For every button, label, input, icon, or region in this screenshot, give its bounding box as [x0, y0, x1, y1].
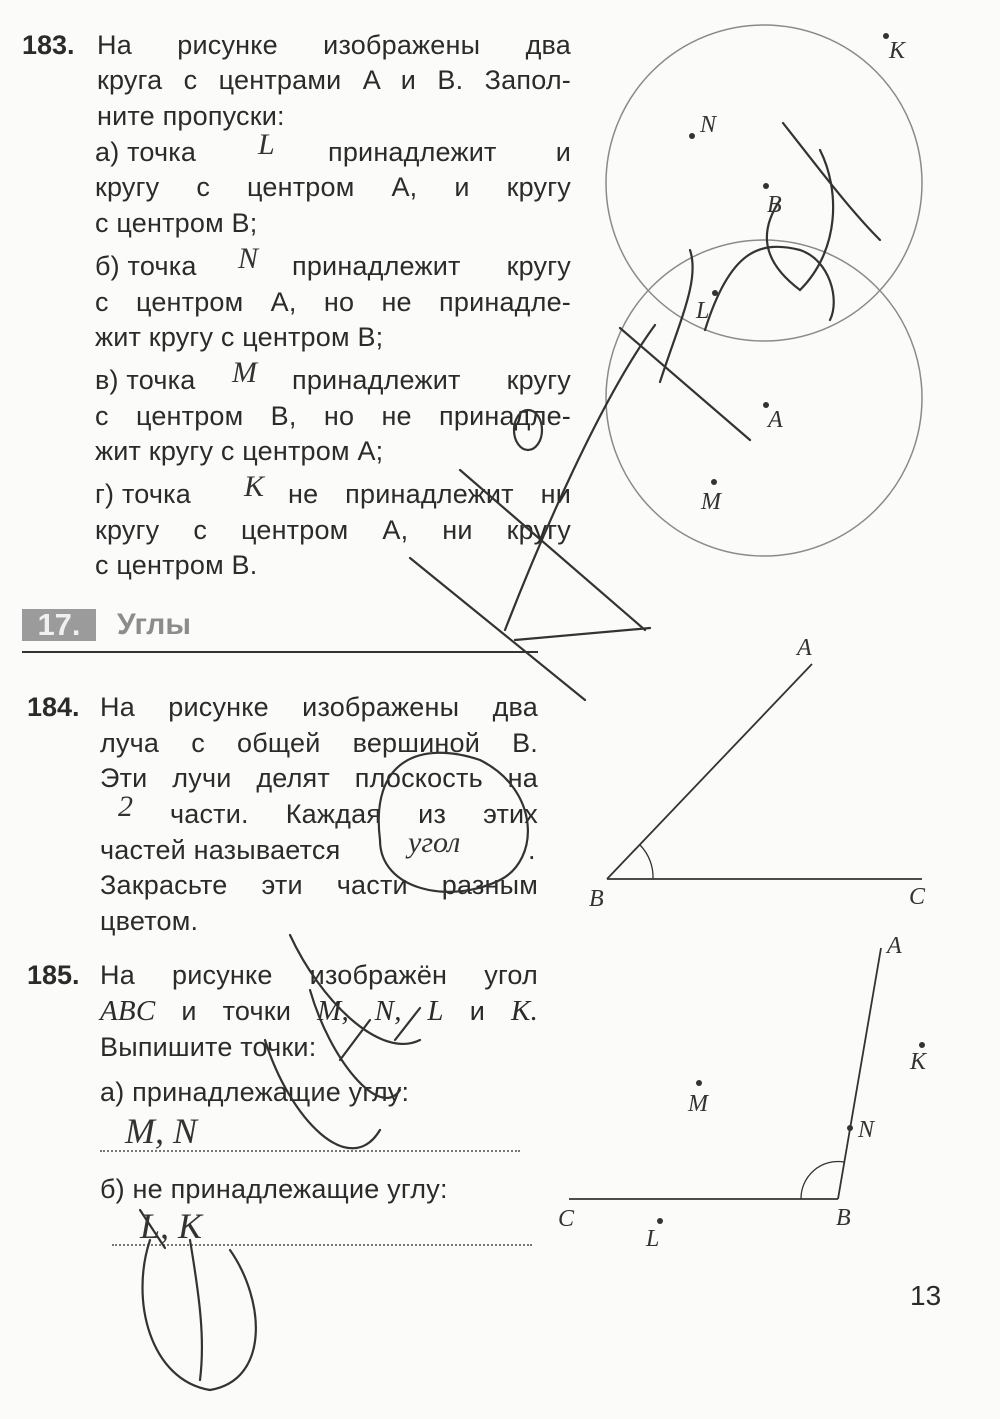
- ex183-d-line-3: с центром B.: [95, 550, 258, 580]
- point-n-183: [689, 133, 695, 139]
- section-number: 17.: [22, 609, 96, 641]
- scribble-stroke: [660, 250, 693, 382]
- point-k-185: [919, 1042, 925, 1048]
- ex184-line-7: цветом.: [100, 906, 199, 936]
- ex183-a-rest: принадлежит и: [328, 137, 571, 167]
- label-c-185: C: [558, 1206, 575, 1232]
- ex183-d-prefix: г) точка: [95, 479, 191, 509]
- scribble-stroke: [395, 1008, 420, 1040]
- ex183-b-rest: принадлежит кругу: [292, 251, 571, 281]
- ex184-line-1: На рисунке изображены два: [100, 692, 538, 722]
- point-n-185: [847, 1125, 853, 1131]
- label-c-184: C: [909, 884, 926, 910]
- section-title: Углы: [117, 608, 191, 641]
- scribble-stroke: [340, 1020, 370, 1060]
- ex184-answer-parts: 2: [118, 790, 133, 823]
- scribble-stroke: [410, 558, 585, 700]
- ex183-c-line-3: жит кругу с центром A;: [95, 436, 384, 466]
- scribble-stroke: [143, 1240, 256, 1390]
- ex185-a-label: а) принадлежащие углу:: [100, 1077, 410, 1107]
- label-m-183: M: [701, 489, 721, 515]
- label-b-185: B: [836, 1205, 851, 1231]
- scribble-stroke: [265, 1040, 380, 1148]
- page-number: 13: [910, 1280, 942, 1311]
- ex185-line-3: Выпишите точки:: [100, 1032, 317, 1062]
- ex185-text: и точки: [181, 996, 292, 1026]
- ex185-angle-name: ABC: [100, 995, 156, 1027]
- ex183-c-prefix: в) точка: [95, 365, 196, 395]
- ex183-a-line-3: с центром B;: [95, 208, 258, 238]
- ex183-intro-line-2: круга с центрами A и B. Запол-: [97, 65, 571, 95]
- scribble-stroke: [620, 328, 750, 440]
- label-l-183: L: [696, 298, 710, 324]
- scribble-stroke: [379, 753, 528, 892]
- scribble-stroke: [514, 410, 542, 450]
- label-k-183: K: [889, 38, 906, 64]
- ex184-line-5-prefix: частей называется: [100, 835, 341, 865]
- ex183-a-prefix: а) точка: [95, 137, 197, 167]
- ray-ba-185: [838, 948, 881, 1199]
- scribble-stroke: [190, 1240, 202, 1380]
- ex185-line-1: На рисунке изображён угол: [100, 960, 538, 990]
- label-k-185: K: [910, 1049, 927, 1075]
- ex183-b-answer: N: [238, 242, 259, 275]
- scribble-stroke: [140, 1210, 165, 1248]
- ex183-b-line-3: жит кругу с центром B;: [95, 322, 384, 352]
- point-m-183: [711, 479, 717, 485]
- figure-185-angle: [558, 933, 928, 1252]
- circle-center-b: [606, 25, 922, 341]
- figure-184-rays: [589, 635, 926, 912]
- label-a-185: A: [887, 933, 902, 959]
- scribble-stroke: [705, 247, 834, 330]
- ex185-b-answer: L, K: [140, 1206, 203, 1246]
- label-n-183: N: [700, 112, 717, 138]
- ex184-line-5-end: .: [528, 835, 536, 865]
- label-b-183: B: [767, 192, 782, 218]
- handwritten-scribbles: [140, 123, 880, 1390]
- scribble-stroke: [515, 628, 650, 640]
- ex183-d-answer: K: [244, 470, 265, 503]
- ex185-a-answer: M, N: [125, 1111, 197, 1151]
- ex183-d-line-2: кругу с центром A, ни кругу: [95, 515, 571, 545]
- ex183-intro-line-3: ните пропуски:: [97, 101, 285, 131]
- ex183-c-answer: M: [232, 356, 257, 389]
- circle-center-a: [606, 240, 922, 556]
- ray-ba: [607, 664, 812, 879]
- exercise-184-number: 184.: [27, 692, 80, 722]
- point-l-185: [657, 1218, 663, 1224]
- label-m-185: M: [688, 1091, 708, 1117]
- ex185-b-label: б) не принадлежащие углу:: [100, 1174, 448, 1204]
- ex184-line-4: части. Каждая из этих: [170, 799, 538, 829]
- ex184-answer-angle: угол: [408, 826, 461, 859]
- ex183-a-answer: L: [258, 128, 275, 161]
- ex183-d-rest: не принадлежит ни: [288, 479, 571, 509]
- scribble-stroke: [505, 325, 655, 630]
- label-a-184: A: [797, 635, 812, 661]
- label-a-183: A: [768, 407, 783, 433]
- point-b-183: [763, 183, 769, 189]
- exercise-185-number: 185.: [27, 960, 80, 990]
- ex183-a-line-2: кругу с центром A, и кругу: [95, 172, 571, 202]
- ex183-intro-line-1: На рисунке изображены два: [97, 30, 571, 60]
- figure-183-circles: [606, 25, 922, 556]
- angle-arc-184: [640, 845, 653, 879]
- ex185-point-k: K.: [511, 995, 539, 1027]
- ex183-c-line-2: с центром B, но не принадле-: [95, 401, 571, 431]
- ex185-and: и: [469, 996, 486, 1026]
- scribble-stroke: [460, 470, 645, 630]
- label-l-185: L: [646, 1226, 660, 1252]
- point-m-185: [696, 1080, 702, 1086]
- ex184-line-6: Закрасьте эти части разным: [100, 870, 538, 900]
- ex183-b-prefix: б) точка: [95, 251, 197, 281]
- exercise-183-number: 183.: [22, 30, 75, 60]
- ex184-line-2: луча с общей вершиной B.: [100, 728, 538, 758]
- ex185-points: M, N, L: [317, 995, 444, 1027]
- angle-arc-185: [801, 1162, 844, 1199]
- label-b-184: B: [589, 886, 604, 912]
- ex184-line-3: Эти лучи делят плоскость на: [100, 763, 538, 793]
- scribble-stroke: [310, 990, 400, 1098]
- ex183-b-line-2: с центром A, но не принадле-: [95, 287, 571, 317]
- ex183-c-rest: принадлежит кругу: [292, 365, 571, 395]
- label-n-185: N: [858, 1117, 875, 1143]
